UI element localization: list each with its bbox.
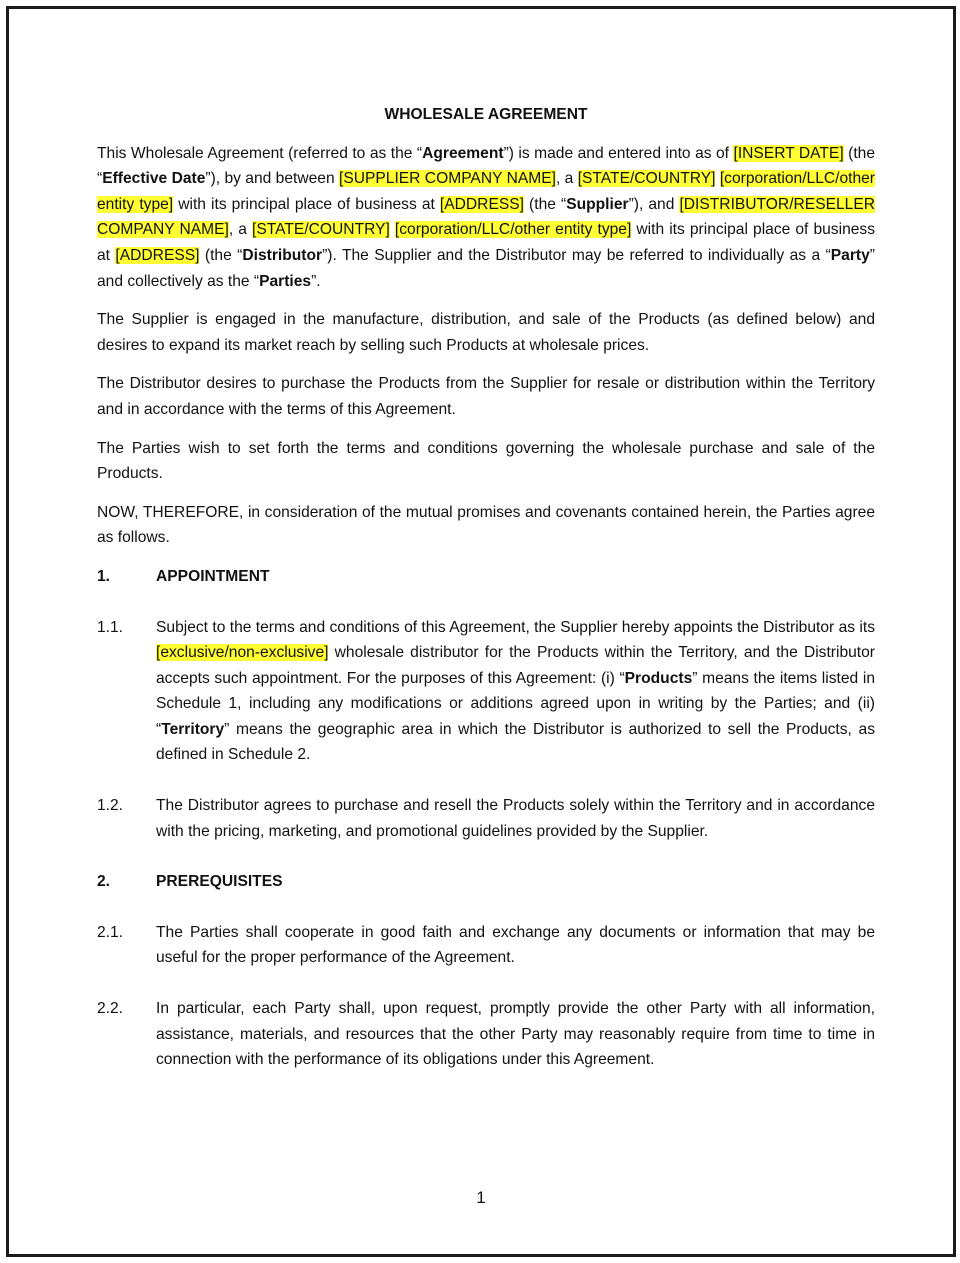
document-title: WHOLESALE AGREEMENT — [384, 106, 588, 123]
intro-text: ”. — [311, 272, 321, 290]
intro-text: ”) is made and entered into as of — [503, 144, 734, 162]
clause-text-part: ” means the items listed in Schedule 1, including any modifications or additions agreed upon in writing by the Parties; and (ii) “ — [156, 669, 875, 738]
section-number: 1. — [97, 567, 111, 585]
recital-paragraph: The Distributor desires to purchase the Products from the Supplier for resale or distribution within the Territory and in accordance with the terms of this Agreement. — [97, 375, 875, 418]
intro-text: , a — [555, 170, 578, 188]
defined-term-distributor: Distributor — [242, 246, 323, 264]
intro-text: ”), and — [628, 195, 680, 213]
section-heading-prerequisites — [97, 869, 875, 895]
section-title: PREREQUISITES — [156, 873, 283, 891]
intro-text: (the “ — [523, 195, 567, 213]
placeholder-insert-date: [INSERT DATE] — [733, 144, 844, 162]
recital-paragraph: The Supplier is engaged in the manufacture, distribution, and sale of the Products (as defined below) and desires to expand its market reach by selling such Products at wholesale prices. — [97, 311, 875, 354]
document-page — [6, 6, 956, 1257]
clause-text: In particular, each Party shall, upon request, promptly provide the other Party with all information, assistance, materials, and resources that the other Party may reasonably require from time to time in connection with the performance of its obligations under this Agreement. — [156, 1000, 875, 1069]
intro-text: ”). The Supplier and the Distributor may be referred to individually as a “ — [322, 246, 831, 264]
placeholder-entity-type: [corporation/LLC/other entity type] — [394, 221, 632, 239]
page-number: 1 — [476, 1188, 486, 1207]
section-number: 2. — [97, 873, 111, 891]
intro-text: ”), by and between — [205, 170, 339, 188]
clause-number: 1.2. — [97, 797, 124, 815]
defined-term-supplier: Supplier — [566, 195, 629, 213]
intro-text: with its principal place of business at — [173, 195, 440, 213]
intro-text: , a — [228, 221, 253, 239]
recital-paragraph: NOW, THEREFORE, in consideration of the mutual promises and covenants contained herein, the Parties agree as follows. — [97, 503, 875, 547]
placeholder-address: [ADDRESS] — [115, 246, 200, 264]
defined-term-territory: Territory — [161, 720, 225, 738]
defined-term-party: Party — [830, 246, 870, 264]
clause-1-2 — [97, 793, 875, 844]
recital-paragraph: The Parties wish to set forth the terms and conditions governing the wholesale purchase and sale of the Products. — [97, 439, 875, 483]
clause-2-2 — [97, 996, 875, 1073]
clause-2-1 — [97, 920, 875, 971]
clause-text: The Distributor agrees to purchase and resell the Products solely within the Territory and in accordance with the pricing, marketing, and promotional guidelines provided by the Supplier. — [156, 797, 875, 840]
clause-1-1 — [97, 615, 875, 769]
placeholder-entity-type: [corporation/LLC/other entity type] — [97, 170, 876, 213]
intro-text: This Wholesale Agreement (referred to as the “ — [97, 144, 423, 162]
intro-paragraph — [97, 141, 875, 295]
clause-text: The Parties shall cooperate in good faith and exchange any documents or information that may be useful for the proper performance of the Agreement. — [156, 923, 875, 967]
placeholder-exclusivity: [exclusive/non-exclusive] — [156, 644, 329, 662]
defined-term-agreement: Agreement — [422, 144, 504, 162]
placeholder-distributor-name: [DISTRIBUTOR/RESELLER COMPANY NAME] — [97, 195, 875, 239]
intro-text: with its principal place of business at — [97, 221, 876, 264]
placeholder-address: [ADDRESS] — [439, 195, 524, 213]
clause-number: 2.1. — [97, 923, 124, 941]
clause-number: 1.1. — [97, 618, 124, 636]
clause-text-part: Subject to the terms and conditions of this Agreement, the Supplier hereby appoints the Distributor as its — [156, 618, 875, 636]
placeholder-state-country: [STATE/COUNTRY] — [577, 170, 716, 188]
placeholder-supplier-name: [SUPPLIER COMPANY NAME] — [338, 170, 556, 188]
clause-number: 2.2. — [97, 1000, 124, 1018]
intro-text: (the “ — [199, 246, 243, 264]
defined-term-parties: Parties — [259, 272, 312, 290]
intro-text: (the “ — [97, 144, 876, 188]
section-title: APPOINTMENT — [156, 567, 270, 585]
defined-term-products: Products — [624, 669, 693, 687]
clause-text — [156, 615, 875, 769]
section-heading-appointment — [97, 564, 875, 590]
clause-text-part: wholesale distributor for the Products within the Territory, and the Distributor accepts such appointment. For the purposes of this Agreement: (i) “ — [156, 644, 875, 687]
clause-text-part: ” means the geographic area in which the Distributor is authorized to sell the Products, as defined in Schedule 2. — [156, 720, 875, 764]
placeholder-state-country: [STATE/COUNTRY] — [252, 221, 390, 239]
document-body — [97, 102, 875, 1098]
defined-term-effective-date: Effective Date — [102, 170, 206, 188]
intro-text: ” and collectively as the “ — [97, 246, 875, 290]
